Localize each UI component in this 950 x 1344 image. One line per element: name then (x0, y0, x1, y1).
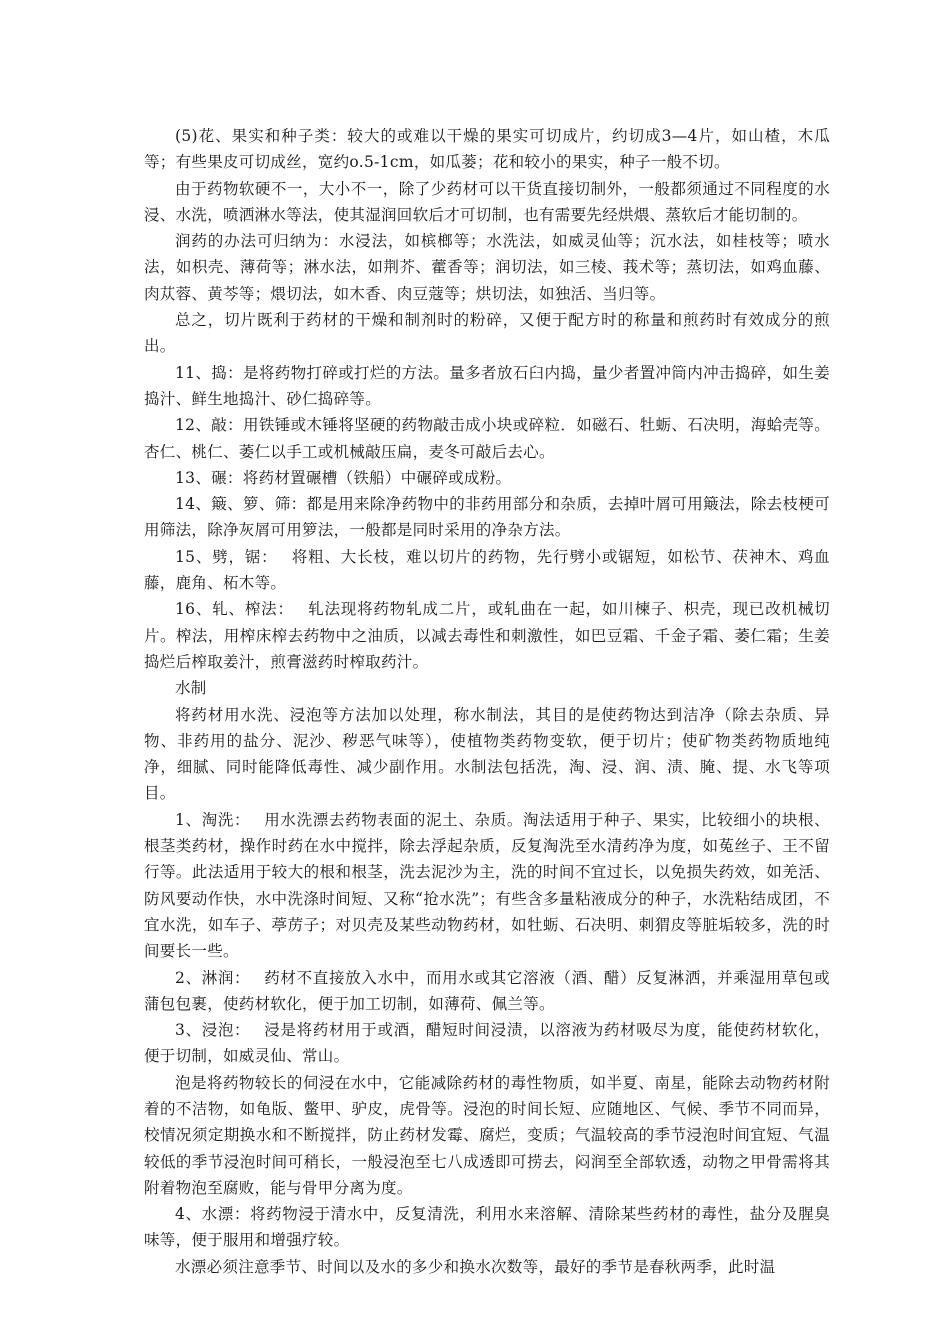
paragraph-item-12-knocking: 12、敲：用铁锤或木锤将坚硬的药物敲击成小块或碎粒．如磁石、牡蛎、石决明，海蛤壳等。杏仁、桃仁、萎仁以手工或机械敲压扁，麦冬可敲后去心。 (144, 416, 830, 461)
paragraph-fruit-seed-cutting: (5)花、果实和种子类：较大的或难以干燥的果实可切成片，约切成3—4片，如山楂，木瓜等；有些果皮可切成丝，宽约o.5-1cm，如瓜蒌；花和较小的果实，种子一般不切。 (144, 127, 830, 172)
paragraph-item-11-pounding: 11、捣：是将药物打碎或打烂的方法。量多者放石臼内捣，量少者置冲筒内冲击捣碎，如生姜捣汁、鲜生地捣汁、砂仁捣碎等。 (144, 363, 830, 408)
paragraph-rinsing-notes: 水漂必须注意季节、时间以及水的多少和换水次数等，最好的季节是春秋两季，此时温 (175, 1257, 776, 1276)
paragraph-soaking-details: 泡是将药物较长的伺浸在水中，它能减除药材的毒性物质，如半夏、南星，能除去动物药材附着的不洁物，如龟版、鳖甲、驴皮，虎骨等。浸泡的时间长短、应随地区、气候、季节不同而异，校情况须定期换水和不断搅拌，防止药材发霉、腐烂，变质；气温较高的季节浸泡时间宜短、气温较低的季节浸泡时间可稍长，一般浸泡至七八成透即可捞去，闷润至全部软透，动物之甲骨需将其附着物泡至腐败，能与骨甲分离为度。 (144, 1073, 830, 1197)
paragraph-item-16-pressing: 16、轧、榨法： 轧法现将药物轧成二片，或轧曲在一起，如川楝子、枳壳，现已改机械切片。榨法，用榨床榨去药物中之油质，以减去毒性和刺激性，如巴豆霜、千金子霜、萎仁霜；生姜捣烂后榨取姜汁，煎膏滋药时榨取药汁。 (144, 600, 830, 671)
section-heading-water-processing: 水制 (175, 679, 207, 698)
paragraph-item-3-soaking: 3、浸泡： 浸是将药材用于或酒，醋短时间浸渍，以溶液为药材吸尽为度，能使药材软化，便于切制，如威灵仙、常山。 (144, 1021, 830, 1066)
paragraph-item-4-rinsing: 4、水漂：将药物浸于清水中，反复清洗，利用水来溶解、清除某些药材的毒性，盐分及腥臭味等，便于服用和增强疗较。 (144, 1205, 830, 1250)
paragraph-softening-intro: 由于药物软硬不一，大小不一，除了少药材可以干货直接切制外，一般都须通过不同程度的水浸、水洗，喷洒淋水等法，使其湿润回软后才可切制，也有需要先经烘煨、蒸软后才能切制的。 (144, 179, 830, 224)
paragraph-item-13-grinding: 13、碾：将药材置碾槽（铁船）中碾碎或成粉。 (175, 468, 512, 487)
document-body (144, 123, 830, 1280)
paragraph-moistening-methods: 润药的办法可归纳为：水浸法，如槟榔等；水洗法，如威灵仙等；沉水法，如桂枝等；喷水法，如枳壳、薄荷等；淋水法，如荆芥、藿香等；润切法，如三棱、莪术等；蒸切法，如鸡血藤、肉苁蓉、黄芩等；煨切法，如木香、肉豆蔻等；烘切法，如独活、当归等。 (144, 232, 830, 303)
paragraph-slicing-summary: 总之，切片既利于药材的干燥和制剂时的粉碎，又便于配方时的称量和煎药时有效成分的煎出。 (144, 311, 830, 356)
paragraph-item-1-washing: 1、淘洗： 用水洗漂去药物表面的泥土、杂质。淘法适用于种子、果实，比较细小的块根、根茎类药材，操作时药在水中搅拌，除去浮起杂质，反复淘洗至水清药净为度，如菟丝子、王不留行等。此法适用于较大的根和根茎，洗去泥沙为主，洗的时间不宜过长，以免损失药效，如羌活、防风要动作快，水中洗涤时间短、又称“抢水洗”；有些含多量粘液成分的种子，水洗粘结成团，不宜水洗，如车子、葶苈子；对贝壳及某些动物药材，如牡蛎、石决明、刺猬皮等脏垢较多，洗的时间要长一些。 (144, 810, 830, 961)
paragraph-water-processing-intro: 将药材用水洗、浸泡等方法加以处理，称水制法，其目的是使药物达到洁净（除去杂质、异物、非药用的盐分、泥沙、秽恶气味等），使植物类药物变软，便于切片；使矿物类药物质地纯净，细腻、同时能降低毒性、减少副作用。水制法包括洗，淘、浸、润、渍、腌、提、水飞等项目。 (144, 705, 830, 803)
paragraph-item-14-sifting: 14、簸、箩、筛：都是用来除净药物中的非药用部分和杂质，去掉叶屑可用簸法，除去枝梗可用筛法，除净灰屑可用箩法，一般都是同时采用的净杂方法。 (144, 495, 830, 540)
paragraph-item-2-sprinkling: 2、淋润： 药材不直接放入水中，而用水或其它溶液（酒、醋）反复淋洒，并乘湿用草包或蒲包包裹，使药材软化，便于加工切制，如薄荷、佩兰等。 (144, 968, 830, 1013)
paragraph-item-15-splitting: 15、劈，锯： 将粗、大长枝，难以切片的药物，先行劈小或锯短，如松节、茯神木、鸡血藤，鹿角、柘木等。 (144, 547, 830, 593)
